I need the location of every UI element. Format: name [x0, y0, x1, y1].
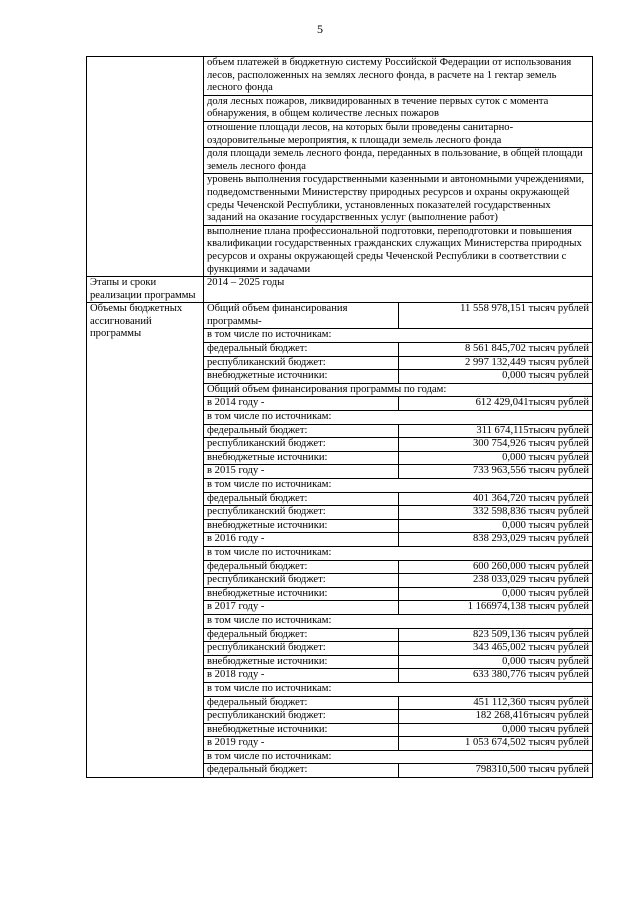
funding-item-value: 0,000 тысяч рублей: [398, 655, 593, 669]
funding-item-label: федеральный бюджет:: [204, 492, 399, 506]
indicator-cell: доля площади земель лесного фонда, переданных в пользование, в общей площади земель лесного фонда: [204, 148, 593, 174]
funding-item-label: в 2016 году -: [204, 533, 399, 547]
funding-item-value: 401 364,720 тысяч рублей: [398, 492, 593, 506]
stages-value: 2014 – 2025 годы: [204, 277, 593, 303]
funding-item-label: внебюджетные источники:: [204, 655, 399, 669]
funding-item-value: 612 429,041тысяч рублей: [398, 397, 593, 411]
funding-item-value: 733 963,556 тысяч рублей: [398, 465, 593, 479]
funding-item-label: в 2018 году -: [204, 669, 399, 683]
funding-item-value: 633 380,776 тысяч рублей: [398, 669, 593, 683]
funding-item-label: в 2019 году -: [204, 737, 399, 751]
funding-item-value: 8 561 845,702 тысяч рублей: [398, 343, 593, 357]
indicators-row: [87, 57, 593, 96]
funding-subheading: в том числе по источникам:: [204, 329, 593, 343]
funding-item-label: республиканский бюджет:: [204, 710, 399, 724]
funding-item-value: 332 598,836 тысяч рублей: [398, 506, 593, 520]
funding-item-value: 600 260,000 тысяч рублей: [398, 560, 593, 574]
funding-item-value: 0,000 тысяч рублей: [398, 587, 593, 601]
funding-subheading: Общий объем финансирования программы по годам:: [204, 383, 593, 397]
funding-item-label: республиканский бюджет:: [204, 506, 399, 520]
stages-row: [87, 277, 593, 303]
funding-item-label: федеральный бюджет:: [204, 343, 399, 357]
funding-item-label: внебюджетные источники:: [204, 451, 399, 465]
funding-item-value: 182 268,416тысяч рублей: [398, 710, 593, 724]
funding-item-label: федеральный бюджет:: [204, 628, 399, 642]
funding-item-label: республиканский бюджет:: [204, 642, 399, 656]
funding-subheading: в том числе по источникам:: [204, 546, 593, 560]
funding-item-label: в 2014 году -: [204, 397, 399, 411]
funding-item-value: 838 293,029 тысяч рублей: [398, 533, 593, 547]
funding-item-value: 451 112,360 тысяч рублей: [398, 696, 593, 710]
indicators-label-cell: [87, 57, 204, 277]
indicator-cell: доля лесных пожаров, ликвидированных в течение первых суток с момента обнаружения, в общем количестве лесных пожаров: [204, 95, 593, 121]
indicator-cell: объем платежей в бюджетную систему Российской Федерации от использования лесов, расположенных на землях лесного фонда, в расчете на 1 гектар земель лесного фонда: [204, 57, 593, 96]
funding-item-value: 1 166974,138 тысяч рублей: [398, 601, 593, 615]
funding-subheading: в том числе по источникам:: [204, 411, 593, 425]
funding-item-value: 0,000 тысяч рублей: [398, 451, 593, 465]
funding-subheading: в том числе по источникам:: [204, 479, 593, 493]
funding-item-value: 798310,500 тысяч рублей: [398, 764, 593, 778]
funding-item-value: 1 053 674,502 тысяч рублей: [398, 737, 593, 751]
funding-item-label: республиканский бюджет:: [204, 438, 399, 452]
funding-row: [87, 303, 593, 329]
stages-label: Этапы и сроки реализации программы: [87, 277, 204, 303]
funding-item-label: республиканский бюджет:: [204, 356, 399, 370]
funding-item-label: республиканский бюджет:: [204, 574, 399, 588]
funding-item-value: 11 558 978,151 тысяч рублей: [398, 303, 593, 329]
funding-item-value: 2 997 132,449 тысяч рублей: [398, 356, 593, 370]
funding-subheading: в том числе по источникам:: [204, 614, 593, 628]
indicator-cell: отношение площади лесов, на которых были проведены санитарно-оздоровительные мероприятия, к площади земель лесного фонда: [204, 121, 593, 147]
funding-item-label: федеральный бюджет:: [204, 696, 399, 710]
funding-item-value: 343 465,002 тысяч рублей: [398, 642, 593, 656]
funding-item-label: федеральный бюджет:: [204, 560, 399, 574]
indicator-cell: выполнение плана профессиональной подготовки, переподготовки и повышения квалификации государственных гражданских служащих Министерства природных ресурсов и охраны окружающей среды Чеченской Республики в соответствии с функциями и задачами: [204, 225, 593, 276]
funding-item-label: внебюджетные источники:: [204, 587, 399, 601]
page-number: 5: [317, 22, 323, 36]
funding-item-value: 300 754,926 тысяч рублей: [398, 438, 593, 452]
funding-item-value: 0,000 тысяч рублей: [398, 370, 593, 384]
funding-item-label: внебюджетные источники:: [204, 723, 399, 737]
funding-item-label: в 2017 году -: [204, 601, 399, 615]
funding-item-value: 238 033,029 тысяч рублей: [398, 574, 593, 588]
funding-item-label: в 2015 году -: [204, 465, 399, 479]
funding-item-value: 823 509,136 тысяч рублей: [398, 628, 593, 642]
funding-item-label: внебюджетные источники:: [204, 519, 399, 533]
funding-item-label: федеральный бюджет:: [204, 764, 399, 778]
funding-item-value: 0,000 тысяч рублей: [398, 519, 593, 533]
funding-item-label: Общий объем финансирования программы-: [204, 303, 399, 329]
funding-item-value: 311 674,115тысяч рублей: [398, 424, 593, 438]
funding-label: Объемы бюджетных ассигнований программы: [87, 303, 204, 778]
funding-subheading: в том числе по источникам:: [204, 750, 593, 764]
funding-item-value: 0,000 тысяч рублей: [398, 723, 593, 737]
indicator-cell: уровень выполнения государственными казенными и автономными учреждениями, подведомственными Министерству природных ресурсов и охраны окружающей среды Чеченской Республики, установленных показателей государственных заданий на оказание государственных услуг (выполнение работ): [204, 174, 593, 225]
funding-item-label: федеральный бюджет:: [204, 424, 399, 438]
passport-table: [86, 56, 593, 778]
funding-item-label: внебюджетные источники:: [204, 370, 399, 384]
funding-subheading: в том числе по источникам:: [204, 682, 593, 696]
